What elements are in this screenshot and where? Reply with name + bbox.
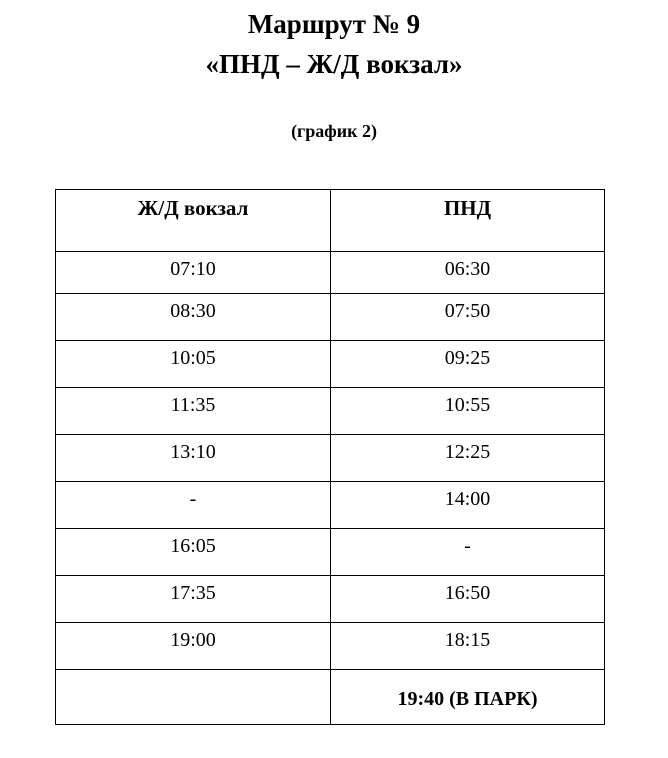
departure-station-time: 07:10 xyxy=(56,252,331,294)
table-header-row xyxy=(56,190,605,252)
departure-pnd-time: 19:40 (В ПАРК) xyxy=(331,670,605,725)
departure-station-time: 08:30 xyxy=(56,294,331,341)
departure-station-time: 13:10 xyxy=(56,435,331,482)
table-row xyxy=(56,388,605,435)
departure-station-time: 10:05 xyxy=(56,341,331,388)
schedule-subtitle: (график 2) xyxy=(291,121,377,141)
departure-station-time xyxy=(56,670,331,725)
table-row xyxy=(56,341,605,388)
departure-pnd-time: 18:15 xyxy=(331,623,605,670)
departure-pnd-time: 10:55 xyxy=(331,388,605,435)
column-header-station: Ж/Д вокзал xyxy=(56,190,331,252)
departure-pnd-time: - xyxy=(331,529,605,576)
table-row xyxy=(56,482,605,529)
departure-station-time: 19:00 xyxy=(56,623,331,670)
departure-pnd-time: 12:25 xyxy=(331,435,605,482)
departure-pnd-time: 16:50 xyxy=(331,576,605,623)
departure-station-time: 17:35 xyxy=(56,576,331,623)
column-header-pnd: ПНД xyxy=(331,190,605,252)
table-row xyxy=(56,529,605,576)
departure-pnd-time: 07:50 xyxy=(331,294,605,341)
departure-station-time: - xyxy=(56,482,331,529)
departure-pnd-time: 14:00 xyxy=(331,482,605,529)
departure-pnd-time: 09:25 xyxy=(331,341,605,388)
departure-pnd-time: 06:30 xyxy=(331,252,605,294)
table-row xyxy=(56,576,605,623)
schedule-table xyxy=(55,189,605,725)
page-title: Маршрут № 9 xyxy=(247,9,421,39)
route-name: «ПНД – Ж/Д вокзал» xyxy=(205,49,463,79)
departure-station-time: 11:35 xyxy=(56,388,331,435)
table-row xyxy=(56,252,605,294)
table-row xyxy=(56,623,605,670)
table-row xyxy=(56,435,605,482)
table-row xyxy=(56,670,605,725)
table-row xyxy=(56,294,605,341)
departure-station-time: 16:05 xyxy=(56,529,331,576)
